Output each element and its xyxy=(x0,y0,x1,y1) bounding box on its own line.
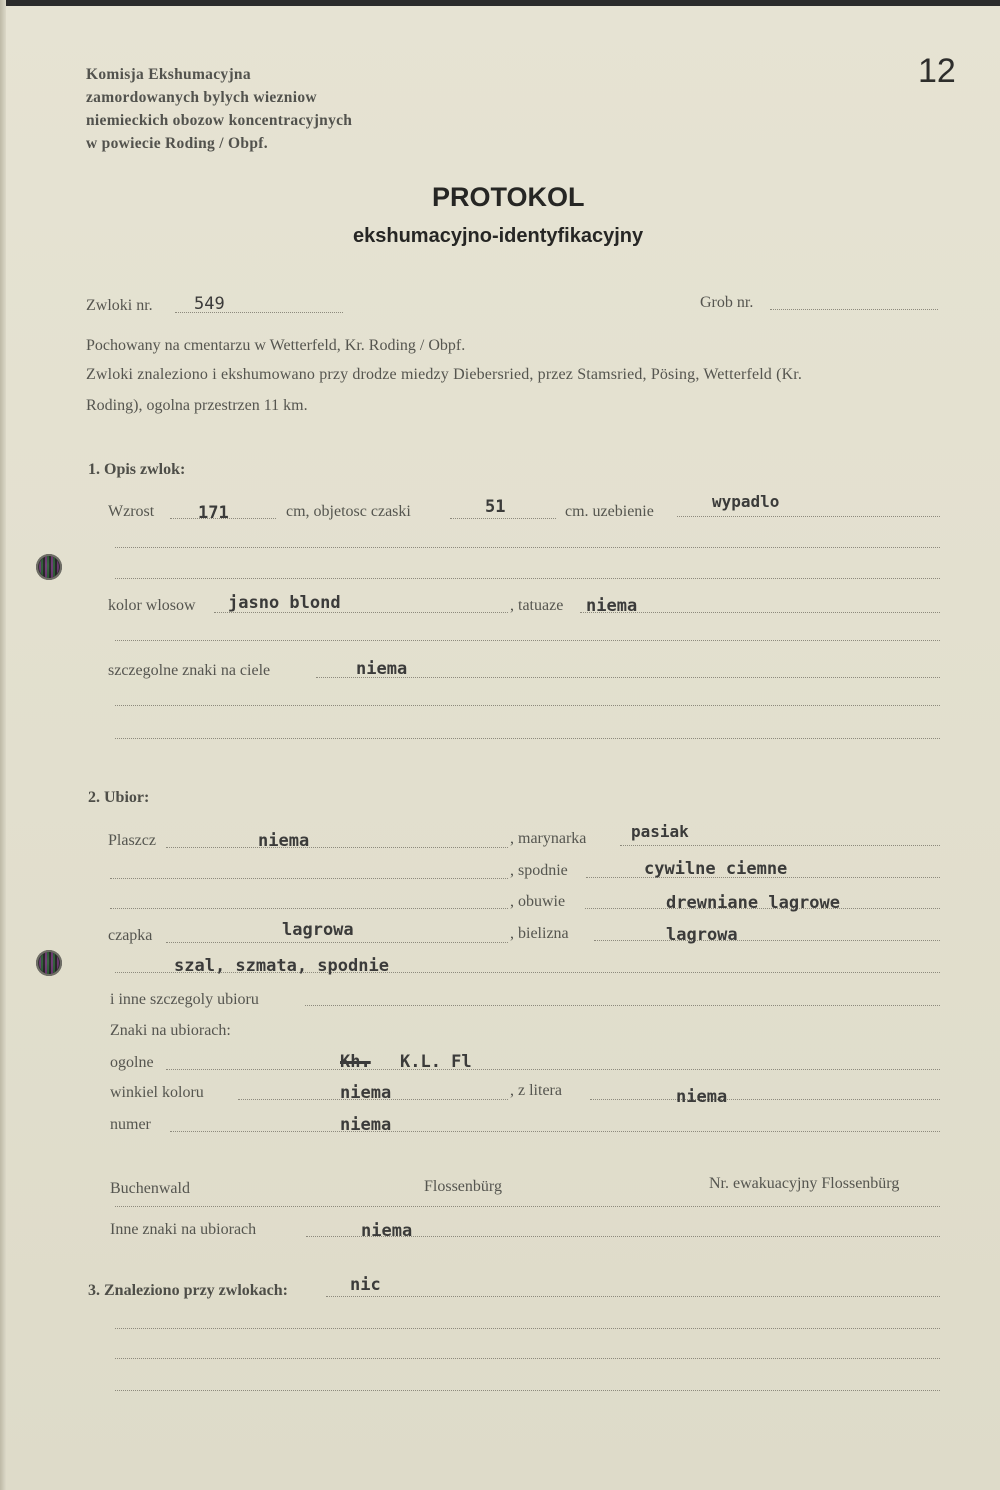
blank-line-1c xyxy=(115,640,940,641)
plaszcz-label: Plaszcz xyxy=(108,832,156,849)
litera-line xyxy=(590,1099,940,1100)
znaki-label: szczegolne znaki na ciele xyxy=(108,662,271,679)
obuwie-label: , obuwie xyxy=(510,893,566,910)
blank-line-1a xyxy=(115,547,940,548)
blank-line-1e xyxy=(115,738,940,739)
header-line-2: zamordowanych bylych wiezniow xyxy=(86,89,317,106)
plaszcz-value: niema xyxy=(258,831,310,851)
pochowany-text: Pochowany na cmentarzu w Wetterfeld, Kr. Roding / Obpf. xyxy=(86,337,466,354)
blank-line-1d xyxy=(115,705,940,706)
blank-line-3b xyxy=(115,1358,940,1359)
punch-hole-lower xyxy=(36,950,62,976)
section-3-value: nic xyxy=(350,1275,381,1295)
czaszka-line xyxy=(450,518,556,519)
nr-ewak-label: Nr. ewakuacyjny Flossenbürg xyxy=(709,1175,900,1192)
ogolne-label: ogolne xyxy=(110,1054,154,1071)
tatuaze-value: niema xyxy=(586,596,638,616)
section-2-heading: 2. Ubior: xyxy=(88,789,150,806)
blank-line-2b xyxy=(110,908,508,909)
czaszka-label: cm, objetosc czaski xyxy=(286,503,411,520)
znaki-line xyxy=(316,677,940,678)
numer-label: numer xyxy=(110,1116,151,1133)
document-subtitle: ekshumacyjno-identyfikacyjny xyxy=(353,225,644,247)
header-line-1: Komisja Ekshumacyjna xyxy=(86,66,251,83)
winkiel-label: winkiel koloru xyxy=(110,1084,204,1101)
ogolne-value: K.L. Fl xyxy=(400,1052,472,1072)
wzrost-label: Wzrost xyxy=(108,503,155,520)
numer-value: niema xyxy=(340,1115,392,1135)
flossenburg-label: Flossenbürg xyxy=(424,1178,502,1195)
section-1-heading: 1. Opis zwlok: xyxy=(88,461,186,478)
inne-line xyxy=(305,1005,940,1006)
numer-line xyxy=(170,1131,940,1132)
header-line-4: w powiecie Roding / Obpf. xyxy=(86,135,268,152)
czapka-label: czapka xyxy=(108,927,153,944)
wzrost-value: 171 xyxy=(198,503,229,523)
scan-border-top xyxy=(0,0,1000,6)
spodnie-value: cywilne ciemne xyxy=(644,859,788,879)
kolor-value: jasno blond xyxy=(228,593,341,613)
czapka-line xyxy=(166,942,508,943)
litera-value: niema xyxy=(676,1087,728,1107)
litera-label: , z litera xyxy=(510,1082,562,1099)
section-3-heading: 3. Znaleziono przy zwlokach: xyxy=(88,1282,288,1299)
blank-line-2a xyxy=(110,878,508,879)
header-line-3: niemieckich obozow koncentracyjnych xyxy=(86,112,353,129)
znaleziono-text-2: Roding), ogolna przestrzen 11 km. xyxy=(86,397,308,414)
inne-znaki-label: Inne znaki na ubiorach xyxy=(110,1221,257,1238)
tatuaze-label: , tatuaze xyxy=(510,597,564,614)
blank-line-3a xyxy=(115,1328,940,1329)
uzebienie-label: cm. uzebienie xyxy=(565,503,654,520)
document-title: PROTOKOL xyxy=(432,182,585,212)
blank-line-3c xyxy=(115,1390,940,1391)
znaki-value: niema xyxy=(356,659,408,679)
czaszka-value: 51 xyxy=(485,497,506,517)
camps-line xyxy=(115,1206,940,1207)
ogolne-value-struck: Kh. xyxy=(340,1052,371,1072)
znaleziono-text-1: Zwloki znaleziono i ekshumowano przy drodze miedzy Diebersried, przez Stamsried, Pösing, Wetterfeld (Kr. xyxy=(86,366,803,383)
page-number: 12 xyxy=(918,52,956,90)
marynarka-value: pasiak xyxy=(631,822,689,841)
buchenwald-label: Buchenwald xyxy=(110,1180,190,1197)
marynarka-line xyxy=(620,845,940,846)
grob-label: Grob nr. xyxy=(700,294,754,311)
winkiel-value: niema xyxy=(340,1083,392,1103)
ogolne-line xyxy=(166,1069,940,1070)
spodnie-label: , spodnie xyxy=(510,862,568,879)
uzebienie-line xyxy=(677,516,940,517)
bielizna-label: , bielizna xyxy=(510,925,569,942)
zwloki-label: Zwloki nr. xyxy=(86,297,153,314)
bielizna-line xyxy=(594,940,940,941)
uzebienie-value: wypadlo xyxy=(712,492,780,511)
obuwie-value: drewniane lagrowe xyxy=(666,893,840,913)
inne-znaki-value: niema xyxy=(361,1221,413,1241)
blank-line-1b xyxy=(115,578,940,579)
kolor-label: kolor wlosow xyxy=(108,597,196,614)
punch-hole-upper xyxy=(36,554,62,580)
zwloki-value: 549 xyxy=(194,294,225,314)
inne-label: i inne szczegoly ubioru xyxy=(110,991,259,1008)
marynarka-label: , marynarka xyxy=(510,830,587,847)
bielizna-value: lagrowa xyxy=(666,925,738,945)
scan-border-left xyxy=(0,0,6,1490)
czapka-value: lagrowa xyxy=(282,920,354,940)
inne-value: szal, szmata, spodnie xyxy=(174,956,389,976)
section-3-line xyxy=(326,1296,940,1297)
grob-line xyxy=(770,309,938,310)
znaki-ubiorach-heading: Znaki na ubiorach: xyxy=(110,1022,231,1039)
plaszcz-line xyxy=(166,847,508,848)
